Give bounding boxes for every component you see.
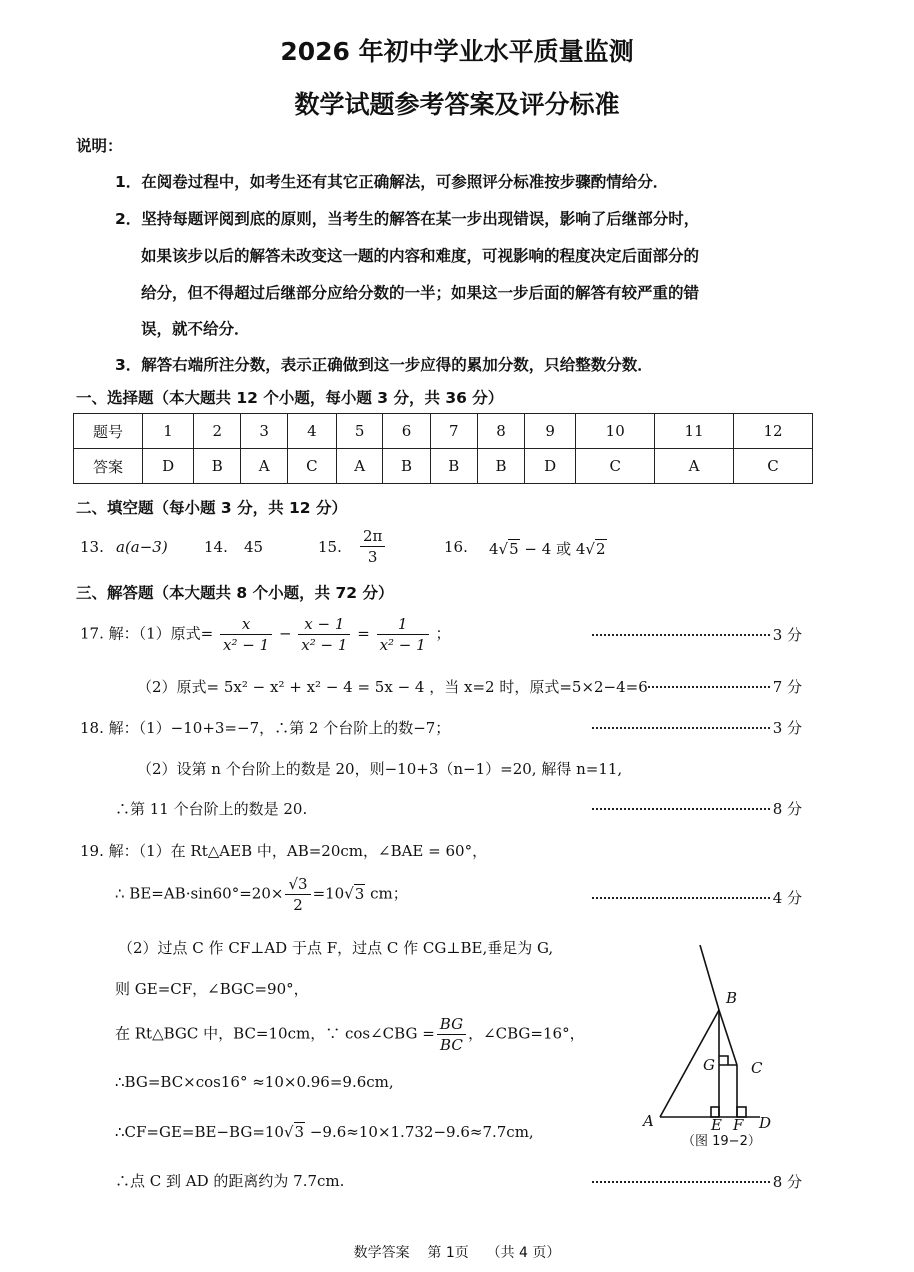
q15-number: 15. [318, 538, 342, 556]
q15-answer [358, 526, 387, 567]
table-cell: B [430, 449, 477, 484]
table-cell: B [383, 449, 430, 484]
page-title: 2026 年初中学业水平质量监测 [280, 37, 634, 66]
table-cell: D [525, 449, 576, 484]
notes-heading: 说明： [76, 137, 123, 155]
table-cell: 7 [430, 414, 477, 449]
q19-line-3: （2）过点 C 作 CF⊥AD 于点 F，过点 C 作 CG⊥BE,垂足为 G, [118, 939, 554, 957]
dot-leader [592, 897, 770, 899]
table-cell: C [287, 449, 336, 484]
row-label-answer: 答案 [74, 449, 143, 484]
table-cell: 4 [287, 414, 336, 449]
table-cell: 12 [734, 414, 813, 449]
q15-denominator: 3 [367, 548, 378, 566]
q19-line-8: ∴点 C 到 AD 的距离约为 7.7cm. [115, 1172, 345, 1190]
q19-line-7: ∴CF=GE=BE−BG=10√3 −9.6≈10×1.732−9.6≈7.7cm, [115, 1123, 534, 1141]
q18-points-1: 3 分 [772, 719, 802, 737]
q19-line-1: 19. 解：（1）在 Rt△AEB 中，AB=20cm，∠BAE = 60°， [80, 842, 488, 860]
label-c: C [751, 1059, 763, 1077]
right-angle-mark [719, 1056, 728, 1065]
q15-numerator: 2π [360, 526, 385, 547]
table-cell: 6 [383, 414, 430, 449]
q18-line-3: ∴第 11 个台阶上的数是 20. [115, 800, 308, 818]
label-a: A [643, 1112, 654, 1130]
note-3: 3．解答右端所注分数，表示正确做到这一步应得的累加分数，只给整数分数． [115, 356, 653, 374]
q16-number: 16. [444, 538, 468, 556]
q13-number: 13. [80, 538, 104, 556]
q19-line-6: ∴BG=BC×cos16° ≈10×0.96=9.6cm, [115, 1073, 394, 1091]
note-2-line-3: 给分，但不得超过后继部分应给分数的一半；如果这一步后面的解答有较严重的错 [141, 284, 700, 302]
note-2-line-4: 误，就不给分． [141, 320, 250, 338]
table-cell: 10 [576, 414, 655, 449]
figure-19-2 [630, 945, 790, 1155]
table-row-answers [74, 449, 813, 484]
table-cell: 1 [143, 414, 194, 449]
label-f: F [733, 1116, 744, 1134]
q18-points-2: 8 分 [772, 800, 802, 818]
page-subtitle: 数学试题参考答案及评分标准 [294, 90, 620, 119]
section3-heading: 三、解答题（本大题共 8 个小题，共 72 分） [76, 584, 394, 602]
table-cell: A [241, 449, 288, 484]
dot-leader [592, 634, 770, 636]
table-row-numbers [74, 414, 813, 449]
q18-line-1: 18. 解：（1）−10+3=−7，∴第 2 个台阶上的数−7； [80, 719, 451, 737]
answer-table [73, 413, 813, 484]
q19-line-4: 则 GE=CF，∠BGC=90°， [115, 980, 309, 998]
q17-points-1: 3 分 [772, 626, 802, 644]
dot-leader [648, 686, 770, 688]
label-b: B [726, 989, 738, 1007]
figure-caption: （图 19−2） [682, 1134, 761, 1149]
label-e: E [711, 1116, 722, 1134]
table-cell: 3 [241, 414, 288, 449]
label-d: D [759, 1114, 772, 1132]
q17-points-2: 7 分 [772, 678, 802, 696]
q18-line-2: （2）设第 n 个台阶上的数是 20，则−10+3（n−1）=20, 解得 n=11, [137, 760, 623, 778]
q16-answer: 4√5 − 4 或 4√2 [489, 540, 606, 558]
page-footer: 数学答案 第 1页 （共 4 页） [353, 1245, 561, 1261]
section2-heading: 二、填空题（每小题 3 分，共 12 分） [76, 499, 347, 517]
q14-answer: 45 [244, 538, 264, 556]
q13-answer: a(a−3) [116, 538, 168, 556]
q19-line-2: ∴ BE=AB·sin60°=20× $\frac{√3}{2}$ =10√3 cm； [115, 875, 408, 914]
extension-line [700, 945, 719, 1010]
q17-line-1: 17. 解：（1）原式= $\frac{x}{\text{x² − 1}}$ − $\frac{x - 1}{\text{x² − 1}}$ = $\frac{1}{\text{x² − 1}}$ ； [80, 615, 451, 654]
q19-points-1: 4 分 [772, 889, 802, 907]
table-cell: B [477, 449, 524, 484]
q14-number: 14. [204, 538, 228, 556]
table-cell: C [576, 449, 655, 484]
table-cell: 5 [336, 414, 383, 449]
note-2-line-2: 如果该步以后的解答未改变这一题的内容和难度，可视影响的程度决定后面部分的 [141, 247, 700, 265]
note-1: 1．在阅卷过程中，如考生还有其它正确解法，可参照评分标准按步骤酌情给分． [115, 173, 669, 191]
q17-line-2: （2）原式= 5x² − x² + x² − 4 = 5x − 4 ，当 x=2 时，原式=5×2−4=6 [137, 678, 648, 696]
table-cell: 11 [655, 414, 734, 449]
note-2-line-1: 2．坚持每题评阅到底的原则，当考生的解答在某一步出现错误，影响了后继部分时， [115, 210, 700, 228]
q19-points-2: 8 分 [772, 1173, 802, 1191]
table-cell: D [143, 449, 194, 484]
table-cell: 9 [525, 414, 576, 449]
label-g: G [703, 1056, 715, 1074]
table-cell: C [734, 449, 813, 484]
row-label-number: 题号 [74, 414, 143, 449]
table-cell: 2 [194, 414, 241, 449]
dot-leader [592, 808, 770, 810]
q19-line-5: 在 Rt△BGC 中，BC=10cm，∵ cos∠CBG = $\frac{BG}{BC}$ ，∠CBG=16°， [115, 1015, 585, 1054]
dot-leader [592, 1181, 770, 1183]
table-cell: A [336, 449, 383, 484]
table-cell: A [655, 449, 734, 484]
table-cell: B [194, 449, 241, 484]
section1-heading: 一、选择题（本大题共 12 个小题，每小题 3 分，共 36 分） [76, 389, 504, 407]
table-cell: 8 [477, 414, 524, 449]
dot-leader [592, 727, 770, 729]
